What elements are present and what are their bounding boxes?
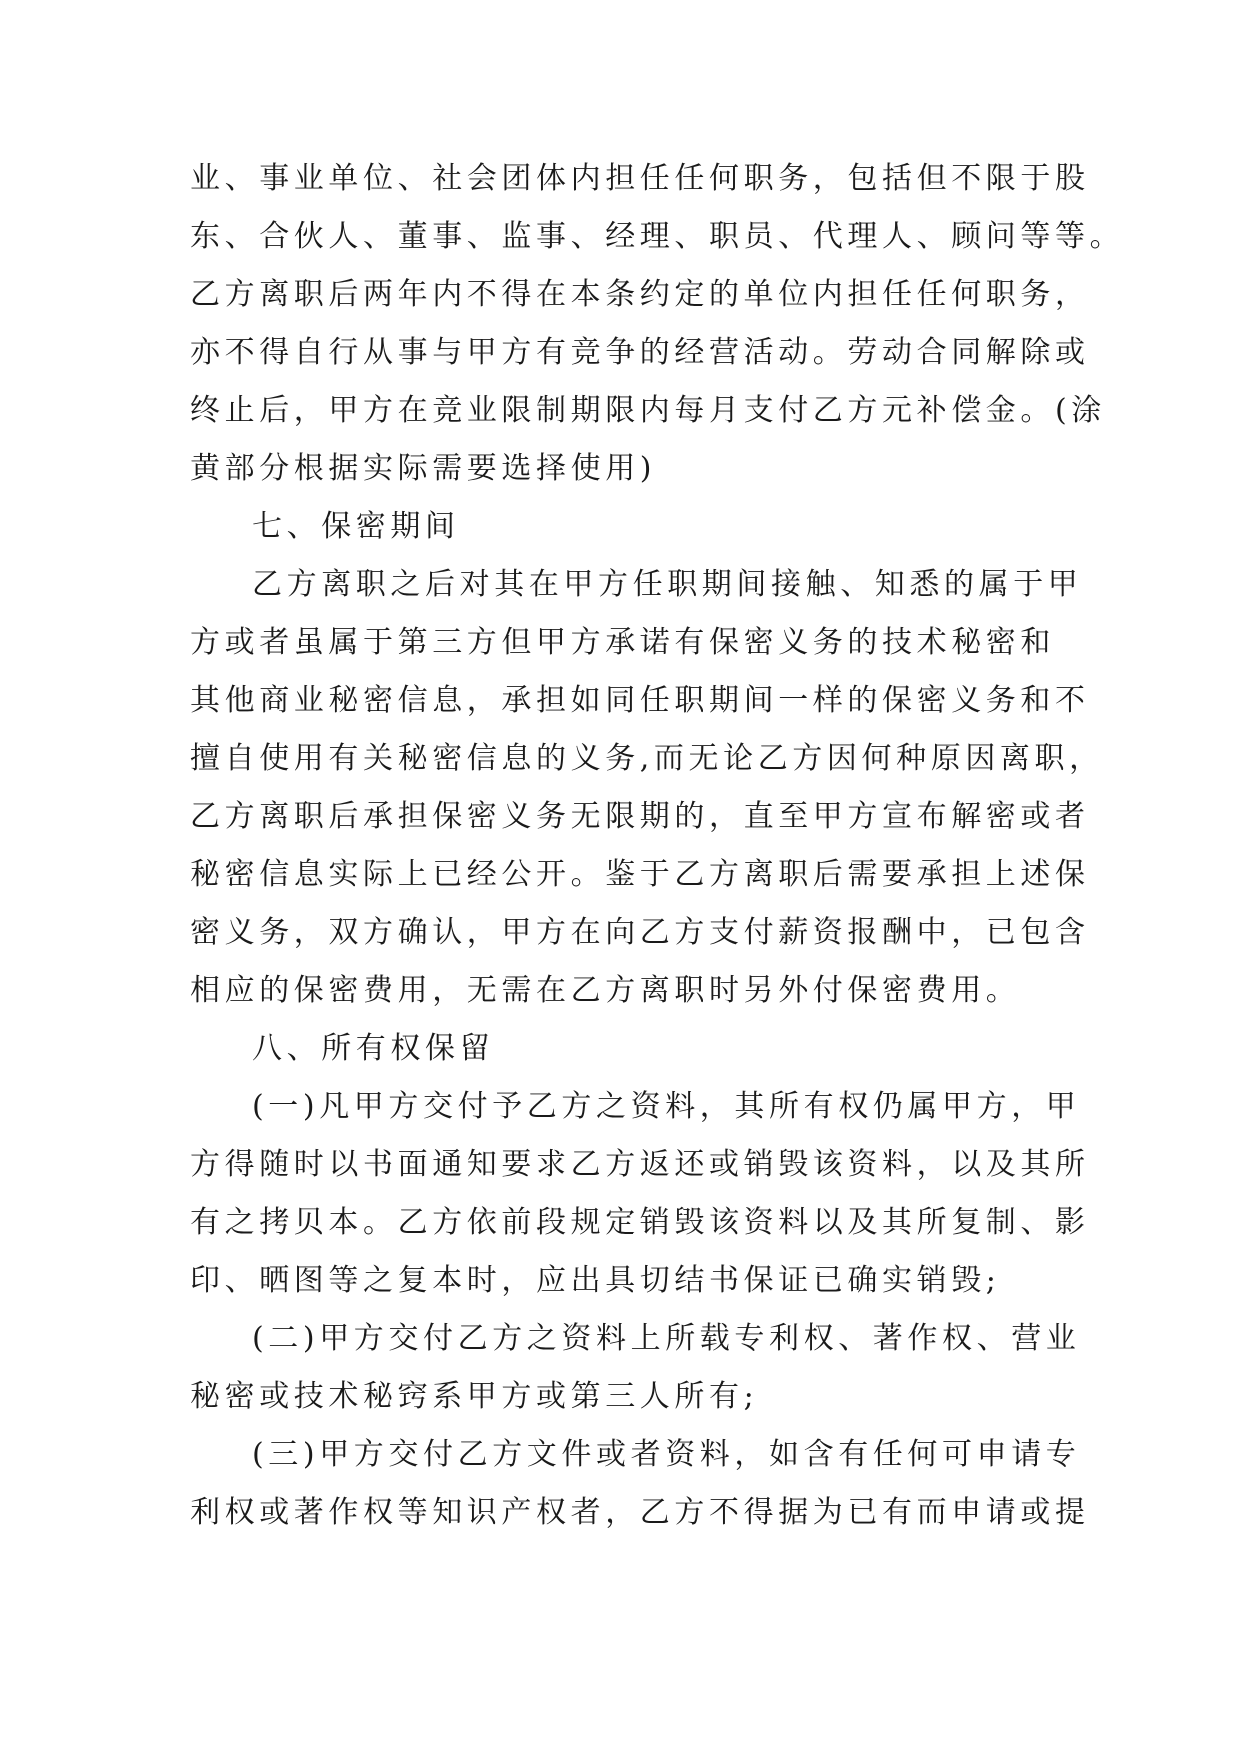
text-line: 其他商业秘密信息，承担如同任职期间一样的保密义务和不 [190, 683, 1090, 718]
text-line: 终止后，甲方在竞业限制期限内每月支付乙方元补偿金。(涂 [190, 393, 1106, 428]
paragraph-first-line: 乙方离职之后对其在甲方任职期间接触、知悉的属于甲 [252, 567, 1083, 602]
text-line: 擅自使用有关秘密信息的义务,而无论乙方因何种原因离职， [190, 741, 1104, 776]
text-line: 方或者虽属于第三方但甲方承诺有保密义务的技术秘密和 [190, 625, 1055, 660]
paragraph-first-line: (二)甲方交付乙方之资料上所载专利权、著作权、营业 [252, 1321, 1081, 1356]
document-page [190, 150, 1125, 1542]
text-line: 乙方离职后两年内不得在本条约定的单位内担任任何职务， [190, 277, 1090, 312]
text-line: 亦不得自行从事与甲方有竞争的经营活动。劳动合同解除或 [190, 335, 1090, 370]
text-line: 业、事业单位、社会团体内担任任何职务，包括但不限于股 [190, 161, 1090, 196]
section-heading-ownership-retention: 八、所有权保留 [252, 1031, 495, 1066]
paragraph-first-line: (三)甲方交付乙方文件或者资料，如含有任何可申请专 [252, 1437, 1081, 1472]
text-line: 黄部分根据实际需要选择使用) [190, 451, 657, 486]
text-line: 印、晒图等之复本时，应出具切结书保证已确实销毁; [190, 1263, 1001, 1298]
text-line: 秘密或技术秘窍系甲方或第三人所有; [190, 1379, 759, 1414]
paragraph-first-line: (一)凡甲方交付予乙方之资料，其所有权仍属甲方，甲 [252, 1089, 1081, 1124]
text-line: 东、合伙人、董事、监事、经理、职员、代理人、顾问等等。 [190, 219, 1125, 254]
text-line: 秘密信息实际上已经公开。鉴于乙方离职后需要承担上述保 [190, 857, 1090, 892]
section-heading-confidentiality-period: 七、保密期间 [252, 509, 460, 544]
text-line: 乙方离职后承担保密义务无限期的，直至甲方宣布解密或者 [190, 799, 1090, 834]
text-line: 方得随时以书面通知要求乙方返还或销毁该资料，以及其所 [190, 1147, 1090, 1182]
text-line: 有之拷贝本。乙方依前段规定销毁该资料以及其所复制、影 [190, 1205, 1090, 1240]
text-line: 相应的保密费用，无需在乙方离职时另外付保密费用。 [190, 973, 1021, 1008]
text-line: 密义务，双方确认，甲方在向乙方支付薪资报酬中，已包含 [190, 915, 1090, 950]
text-line: 利权或著作权等知识产权者，乙方不得据为已有而申请或提 [190, 1495, 1090, 1530]
